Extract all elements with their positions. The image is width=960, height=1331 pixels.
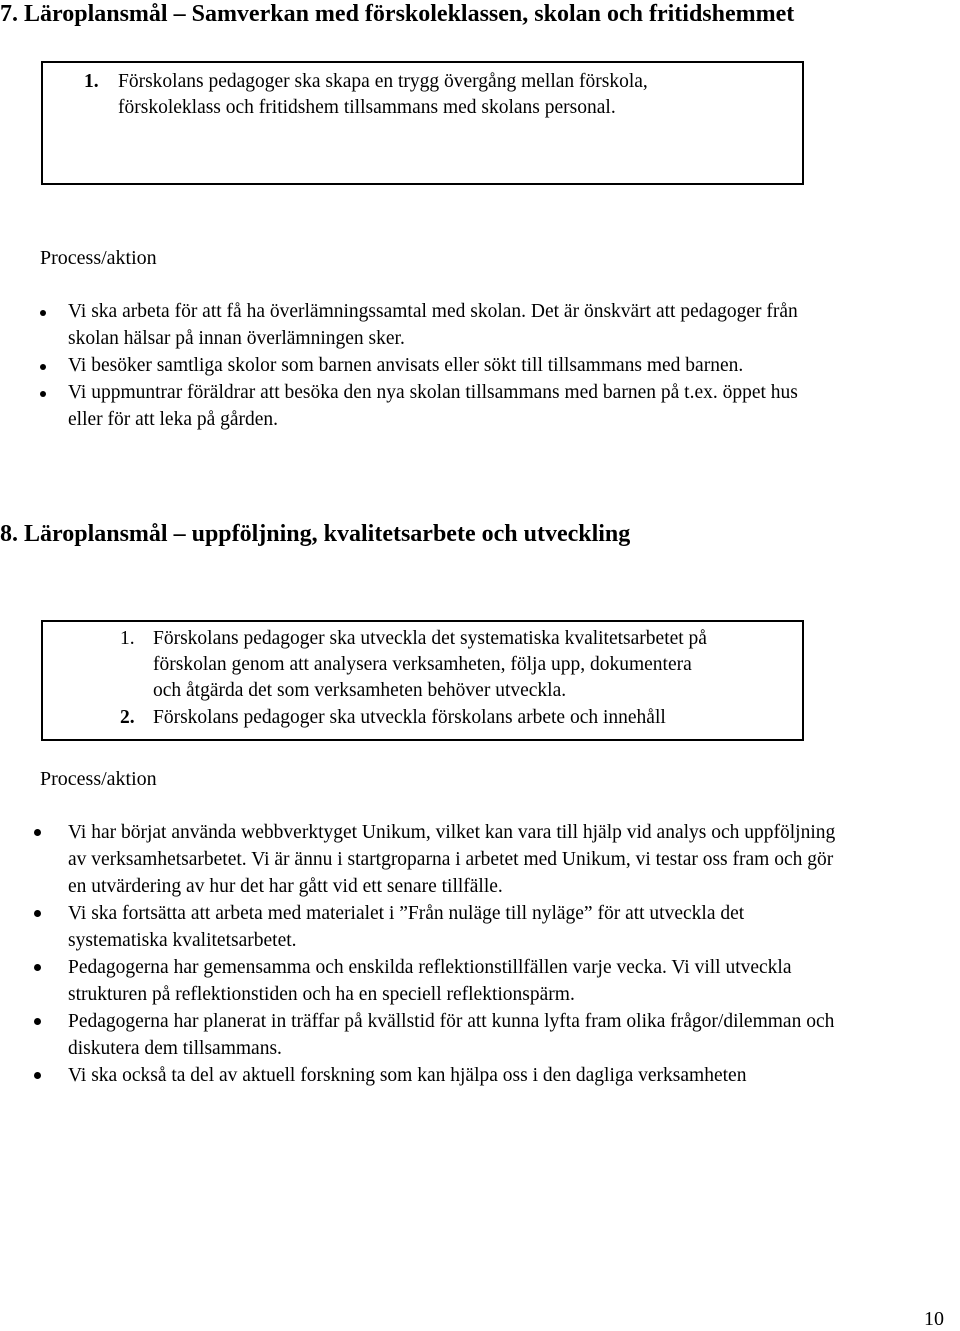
goal-number: 1. xyxy=(120,628,135,649)
bullet-line: skolan hälsar på innan överlämningen sker. xyxy=(68,327,405,349)
bullet-icon xyxy=(34,1072,41,1079)
goal-number: 1. xyxy=(84,71,99,92)
bullet-line: en utvärdering av hur det har gått vid ett senare tillfälle. xyxy=(68,876,503,897)
goal-line: förskolan genom att analysera verksamheten, följa upp, dokumentera xyxy=(153,654,692,675)
bullet-line: Pedagogerna har gemensamma och enskilda reflektionstillfällen varje vecka. Vi vill utveckla xyxy=(68,957,792,978)
goal-line: Förskolans pedagoger ska skapa en trygg övergång mellan förskola, xyxy=(118,71,648,92)
bullet-icon xyxy=(40,364,46,370)
goal-line: Förskolans pedagoger ska utveckla det systematiska kvalitetsarbetet på xyxy=(153,628,707,649)
bullet-line: systematiska kvalitetsarbetet. xyxy=(68,930,297,951)
bullet-line: Vi besöker samtliga skolor som barnen anvisats eller sökt till tillsammans med barnen. xyxy=(68,355,744,376)
bullet-line: diskutera dem tillsammans. xyxy=(68,1038,282,1059)
bullet-line: Vi har börjat använda webbverktyget Unikum, vilket kan vara till hjälp vid analys och uppföljning xyxy=(68,822,836,843)
bullet-line: Pedagogerna har planerat in träffar på kvällstid för att kunna lyfta fram olika frågor/dilemman och xyxy=(68,1011,835,1032)
bullet-line: eller för att leka på gården. xyxy=(68,408,279,430)
bullet-icon xyxy=(40,391,46,397)
bullet-line: Vi ska fortsätta att arbeta med materialet i ”Från nuläge till nyläge” för att utveckla det xyxy=(68,903,745,924)
bullet-icon xyxy=(34,964,41,971)
bullet-line: Vi ska också ta del av aktuell forskning som kan hjälpa oss i den dagliga verksamheten xyxy=(68,1065,747,1086)
section-8-heading: 8. Läroplansmål – uppföljning, kvalitetsarbete och utveckling xyxy=(0,521,631,547)
goal-number: 2. xyxy=(120,707,135,728)
section-8-process-heading: Process/aktion xyxy=(40,768,157,790)
goal-line: och åtgärda det som verksamheten behöver utveckla. xyxy=(153,680,567,701)
bullet-line: Vi uppmuntrar föräldrar att besöka den nya skolan tillsammans med barnen på t.ex. öppet hus xyxy=(68,382,798,403)
goal-line: förskoleklass och fritidshem tillsammans med skolans personal. xyxy=(118,97,616,118)
goal-line: Förskolans pedagoger ska utveckla förskolans arbete och innehåll xyxy=(153,707,666,728)
bullet-icon xyxy=(34,829,41,836)
page-number: 10 xyxy=(924,1308,944,1330)
bullet-icon xyxy=(34,910,41,917)
bullet-line: av verksamhetsarbetet. Vi är ännu i startgroparna i arbetet med Unikum, vi testar oss fram och gör xyxy=(68,849,834,870)
bullet-icon xyxy=(34,1018,41,1025)
bullet-line: strukturen på reflektionstiden och ha en speciell reflektionspärm. xyxy=(68,984,575,1005)
bullet-line: Vi ska arbeta för att få ha överlämningssamtal med skolan. Det är önskvärt att pedagoger från xyxy=(68,301,798,322)
section-7-heading: 7. Läroplansmål – Samverkan med förskoleklassen, skolan och fritidshemmet xyxy=(0,1,795,27)
bullet-icon xyxy=(40,310,46,316)
section-7-process-heading: Process/aktion xyxy=(40,247,157,269)
